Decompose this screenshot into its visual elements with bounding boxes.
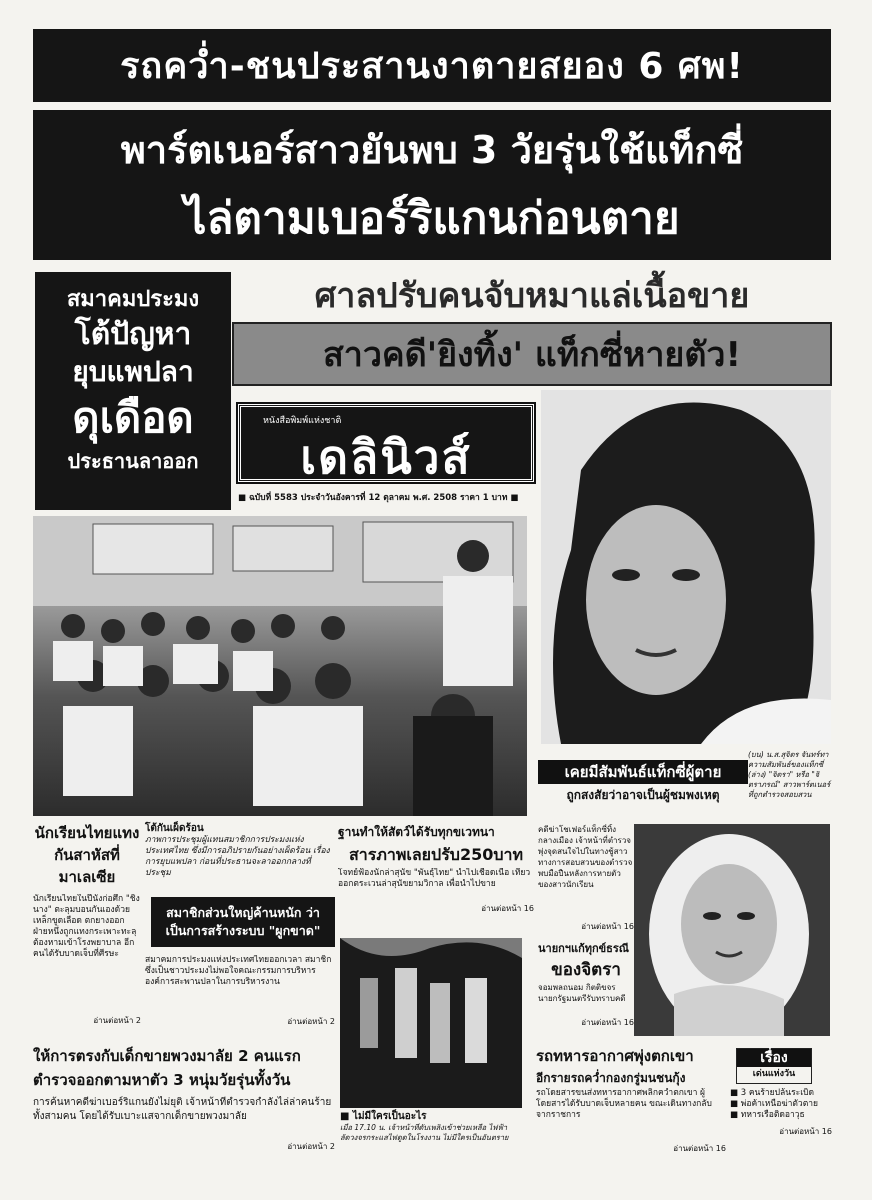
fishery-story bbox=[145, 822, 335, 1040]
dog-meat-story-body: โจทย์ฟ้องนักล่าสุนัข "พันธุ์ไทย" นำไปเชือดเนื้อ เที่ยวออกตระเวนล่าสุนัขยามวิกาล เพื่อนำไปขาย bbox=[338, 868, 531, 889]
garland-story-body: การค้นหาคดีฆ่าเบอร์ริแกนยังไม่ยุติ เจ้าหน้าที่ตำรวจกำลังไล่ล่าคนร้ายทั้งสามคน โดยได้รับเบาะแสจากเด็กขายพวงมาลัย bbox=[33, 1097, 332, 1122]
masthead-tagline: หนังสือพิมพ์แห่งชาติ bbox=[263, 416, 342, 426]
headline-1-text: รถคว่ำ-ชนประสานงาตายสยอง 6 ศพ! bbox=[120, 46, 744, 87]
jitra-story bbox=[538, 940, 634, 1040]
headline-2a-text: พาร์ตเนอร์สาวยันพบ 3 วัยรุ่นใช้แท็กซี่ bbox=[120, 128, 744, 172]
fire-photo-caption-body: เมื่อ 17.10 น. เจ้าหน้าที่ดับเพลิงเข้าช่วยเหลือ ไฟฟ้าลัดวงจรกระแสไฟดูดในโรงงาน ไม่มีใครเป็นอันตราย bbox=[340, 1123, 509, 1142]
taxi-story bbox=[538, 824, 634, 936]
garland-story-title-1: ให้การตรงกับเด็กขายพวงมาลัย 2 คนแรก bbox=[33, 1047, 301, 1065]
portrait-caption-subtitle: ถูกสงสัยว่าอาจเป็นผู้ชมพงเหตุ bbox=[566, 788, 720, 802]
headline-banner-3b bbox=[232, 322, 832, 386]
dog-meat-story-title: ฐานทำให้สัตว์ได้รับทุกขเวทนา bbox=[338, 825, 495, 839]
masthead bbox=[238, 398, 534, 508]
headline-banner-2 bbox=[33, 110, 831, 260]
fire-photo-caption-title: ■ ไม่มีใครเป็นอะไร bbox=[340, 1111, 427, 1122]
fishery-story-continue[interactable]: อ่านต่อหน้า 2 bbox=[287, 1017, 335, 1026]
fishery-teaser-box bbox=[35, 272, 231, 510]
jitra-portrait-photo bbox=[634, 824, 830, 1036]
fishery-line-4: ดุเดือด bbox=[72, 393, 194, 442]
fire-scene-art bbox=[340, 938, 522, 1108]
garland-story-title-2: ตำรวจออกตามหาตัว 3 หนุ่มวัยรุ่นทั้งวัน bbox=[33, 1071, 291, 1089]
woman-portrait-art bbox=[541, 390, 831, 744]
masthead-issue-line: ■ ฉบับที่ 5583 ประจำวันอังคารที่ 12 ตุลาคม พ.ศ. 2508 ราคา 1 บาท ■ bbox=[238, 493, 519, 503]
airforce-story-title-1: รถทหารอากาศพุ่งตกเขา bbox=[536, 1047, 694, 1065]
meeting-photo bbox=[33, 516, 527, 816]
airforce-story-title-2: อีกรายรถคว่ำกองกรู่มนชนกุ้ง bbox=[536, 1071, 686, 1085]
masthead-name: เดลินิวส์ bbox=[300, 430, 472, 484]
portrait-caption bbox=[538, 760, 748, 820]
fishery-story-headline: สมาชิกส่วนใหญ่ค้านหนัก ว่าเป็นการสร้างระบบ "ผูกขาด" bbox=[151, 897, 335, 947]
students-story-body: นักเรียนไทยในปีนังก่อศึก "ชิงนาง" ตะลุมบอนกันเองด้วยเหล็กขูดเลือด ตกยางออก ฝ่ายหนึ่งถูกแทงกระเพาะทะลุต้องหามเข้าโรงพยาบาล อีกคนได้รับบาดเจ็บที่ศีรษะ bbox=[33, 894, 140, 959]
students-story-title: นักเรียนไทยแทงกันสาหัสที่มาเลเซีย bbox=[34, 824, 140, 886]
airforce-story-continue[interactable]: อ่านต่อหน้า 16 bbox=[673, 1144, 726, 1153]
students-story bbox=[33, 822, 141, 1040]
meeting-photo-art bbox=[33, 516, 527, 816]
dog-meat-story bbox=[338, 822, 534, 934]
dog-meat-story-headline: สารภาพเลยปรับ250บาท bbox=[348, 845, 524, 864]
garland-boys-story bbox=[33, 1044, 335, 1162]
portrait-side-caption: (บน) น.ส.สุจิตร จันทร์ทา ความสัมพันธ์ของแท็กซี่ (ล่าง) "จิตรา" หรือ "จิตราภรณ์" สาวพาร์ตเนอร์ที่ถูกตำรวจสอบสวน bbox=[748, 750, 831, 799]
garland-story-continue[interactable]: อ่านต่อหน้า 2 bbox=[287, 1142, 335, 1151]
masthead-logo bbox=[238, 404, 534, 482]
woman-portrait-photo bbox=[541, 390, 831, 744]
highlight-logo-line-1: เรื่อง bbox=[737, 1049, 811, 1067]
jitra-story-title-2: ของจิตรา bbox=[551, 960, 621, 980]
airforce-truck-story bbox=[536, 1044, 726, 1162]
students-story-continue[interactable]: อ่านต่อหน้า 2 bbox=[93, 1016, 141, 1025]
highlight-logo-line-2: เด่นแห่งวัน bbox=[752, 1069, 796, 1079]
taxi-story-continue[interactable]: อ่านต่อหน้า 16 bbox=[581, 922, 634, 931]
headline-banner-3a bbox=[232, 266, 832, 324]
airforce-story-body: รถโดยสารขนส่งทหารอากาศพลิกคว่ำตกเขา ผู้โดยสารได้รับบาดเจ็บหลายคน ขณะเดินทางกลับจากราชการ bbox=[536, 1088, 712, 1120]
portrait-caption-title: เคยมีสัมพันธ์แท็กซี่ผู้ตาย bbox=[538, 760, 748, 784]
highlight-corner bbox=[730, 1044, 832, 1162]
headline-3a-text: ศาลปรับคนจับหมาแล่เนื้อขาย bbox=[314, 276, 750, 316]
jitra-story-body: จอมพลถนอม กิตติขจร นายกรัฐมนตรีรับทราบคดี bbox=[538, 983, 626, 1003]
fishery-line-5: ประธานลาออก bbox=[67, 449, 199, 473]
fire-photo-caption bbox=[340, 1110, 528, 1162]
taxi-story-body: คดีฆ่าโชเฟอร์แท็กซี่ทิ้งกลางเมือง เจ้าหน้าที่ตำรวจพุ่งจุดสนใจไปในทางชู้สาว ทางการสอบสวนของตำรวจพบมือปืนหลังการหายตัวของสาวนักเรียน bbox=[538, 825, 633, 889]
jitra-story-title-1: นายกฯแก้ทุกข์ธรณี bbox=[538, 942, 629, 955]
highlight-continue[interactable]: อ่านต่อหน้า 16 bbox=[779, 1127, 832, 1136]
fishery-line-2: โต้ปัญหา bbox=[74, 317, 192, 352]
headline-3b-text: สาวคดี'ยิงทิ้ง' แท็กซี่หายตัว! bbox=[322, 335, 742, 375]
highlight-item: ■ พ่อค้าเหนือฆ่าตัวตาย bbox=[730, 1099, 818, 1109]
jitra-portrait-art bbox=[634, 824, 830, 1036]
fishery-story-title: โต้กันเผ็ดร้อน bbox=[145, 823, 204, 834]
fishery-story-body: ภาพการประชุมผู้แทนสมาชิกการประมงแห่งประเทศไทย ซึ่งมีการอภิปรายกันอย่างเผ็ดร้อน เรื่องการยุบแพปลา ก่อนที่ประธานจะลาออกกลางที่ประชุม bbox=[145, 835, 330, 878]
highlight-item: ■ 3 คนร้ายปล้นระเบิด bbox=[730, 1088, 815, 1098]
fishery-story-body-2: สมาคมการประมงแห่งประเทศไทยออกเวลา สมาชิกซึ่งเป็นชาวประมงไม่พอใจคณะกรรมการบริหาร องค์การสะพานปลาในการบริหารงาน bbox=[145, 955, 332, 987]
headline-banner-1 bbox=[33, 29, 831, 102]
fishery-line-1: สมาคมประมง bbox=[66, 287, 200, 312]
highlight-item: ■ ทหารเรือติดอาวุธ bbox=[730, 1110, 805, 1120]
fire-scene-photo bbox=[340, 938, 522, 1108]
jitra-story-continue[interactable]: อ่านต่อหน้า 16 bbox=[581, 1018, 634, 1027]
fishery-line-3: ยุบแพปลา bbox=[72, 355, 194, 388]
dog-meat-story-continue[interactable]: อ่านต่อหน้า 16 bbox=[481, 904, 534, 913]
headline-2b-text: ไล่ตามเบอร์ริแกนก่อนตาย bbox=[184, 193, 680, 244]
highlight-logo bbox=[736, 1048, 812, 1084]
